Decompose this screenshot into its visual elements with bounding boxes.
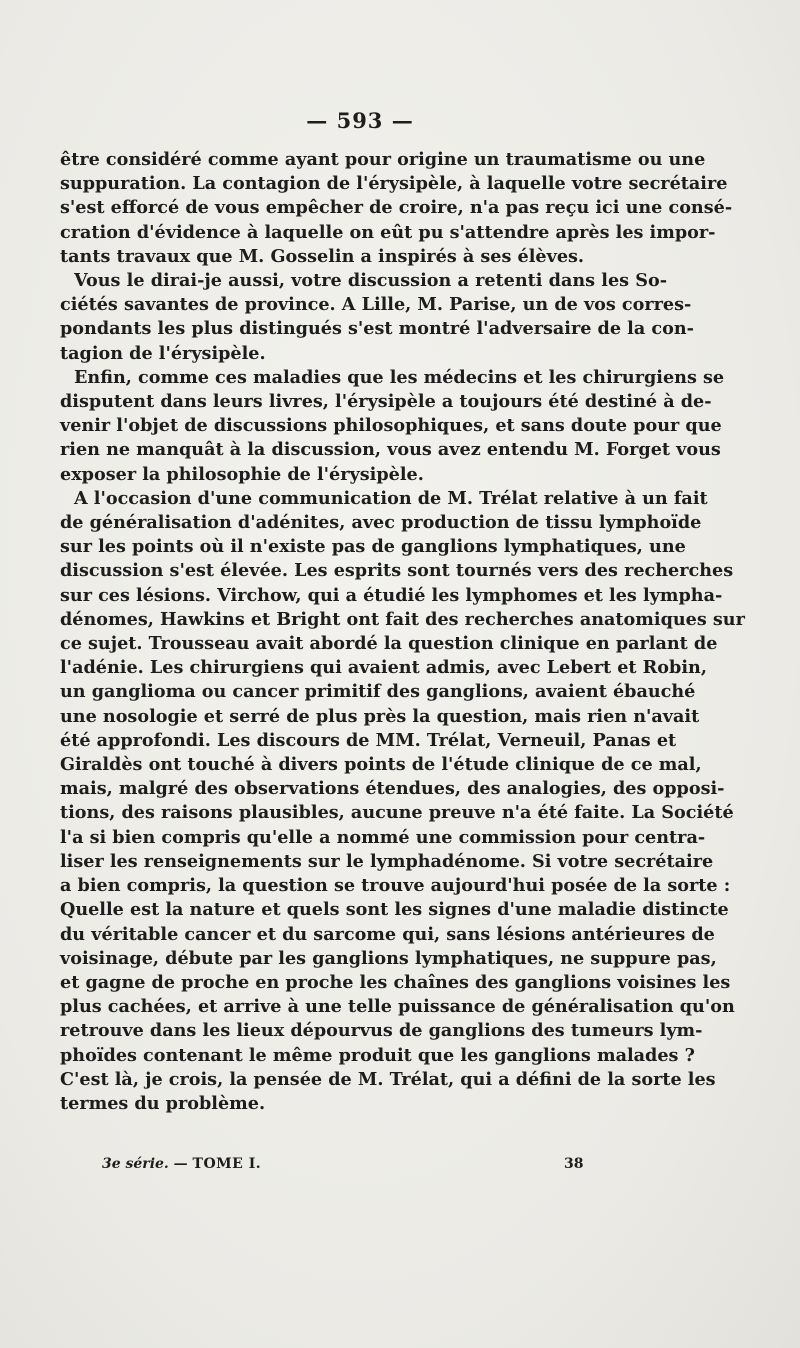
text-line: liser les renseignements sur le lymphadénome. Si votre secrétaire [60,850,714,872]
footer-series: 3e série. [102,1156,169,1172]
footer-series-volume [102,1156,261,1172]
text-line: dénomes, Hawkins et Bright ont fait des recherches anatomiques sur [60,608,745,630]
text-line: un ganglioma ou cancer primitif des ganglions, avaient ébauché [60,681,696,703]
text-line: sur les points où il n'existe pas de ganglions lymphatiques, une [60,536,686,558]
text-line: sur ces lésions. Virchow, qui a étudié les lymphomes et les lympha- [60,584,723,606]
footer-separator: — [168,1156,193,1172]
text-line: suppuration. La contagion de l'érysipèle, à laquelle votre secrétaire [60,173,728,195]
text-line: ciétés savantes de province. A Lille, M. Parise, un de vos corres- [60,294,692,316]
text-line: Quelle est la nature et quels sont les signes d'une maladie distincte [60,899,729,921]
text-line: discussion s'est élevée. Les esprits sont tournés vers des recherches [60,560,734,582]
text-line: plus cachées, et arrive à une telle puissance de généralisation qu'on [60,996,735,1018]
text-line: rien ne manquât à la discussion, vous avez entendu M. Forget vous [60,439,721,461]
text-line: exposer la philosophie de l'érysipèle. [60,463,424,485]
footer-tome: TOME I. [192,1156,262,1172]
text-line: une nosologie et serré de plus près la question, mais rien n'avait [60,705,700,727]
text-line: l'a si bien compris qu'elle a nommé une commission pour centra- [60,826,706,848]
page-number: — 593 — [306,108,414,133]
text-line: tagion de l'érysipèle. [60,342,266,364]
text-line: tions, des raisons plausibles, aucune preuve n'a été faite. La Société [60,802,734,824]
paragraph [60,148,733,269]
text-line: pondants les plus distingués s'est montré l'adversaire de la con- [60,318,694,340]
paragraph [60,269,694,366]
text-line: du véritable cancer et du sarcome qui, sans lésions antérieures de [60,923,715,945]
text-line: phoïdes contenant le même produit que les ganglions malades ? [60,1044,695,1066]
paragraph [60,487,745,1116]
text-line: tants travaux que M. Gosselin a inspirés à ses élèves. [60,245,585,267]
paragraph [60,366,725,487]
text-line: l'adénie. Les chirurgiens qui avaient admis, avec Lebert et Robin, [60,657,707,679]
text-line: être considéré comme ayant pour origine un traumatisme ou une [60,149,706,170]
text-line: venir l'objet de discussions philosophiques, et sans doute pour que [60,415,722,437]
text-line: C'est là, je crois, la pensée de M. Trélat, qui a défini de la sorte les [60,1068,716,1090]
body-text [60,148,745,1116]
text-line: retrouve dans les lieux dépourvus de ganglions des tumeurs lym- [60,1020,703,1042]
text-line: a bien compris, la question se trouve aujourd'hui posée de la sorte : [60,875,731,897]
text-line: Vous le dirai-je aussi, votre discussion a retenti dans les So- [74,270,667,292]
text-line: et gagne de proche en proche les chaînes des ganglions voisines les [60,971,731,993]
text-line: ce sujet. Trousseau avait abordé la question clinique en parlant de [60,633,718,655]
text-line: A l'occasion d'une communication de M. Trélat relative à un fait [74,487,708,509]
text-line: Giraldès ont touché à divers points de l'étude clinique de ce mal, [60,754,702,776]
text-line: termes du problème. [60,1092,266,1114]
text-line: été approfondi. Les discours de MM. Trélat, Verneuil, Panas et [60,729,677,751]
text-line: cration d'évidence à laquelle on eût pu s'attendre après les impor- [60,221,716,243]
footer-signature: 38 [564,1156,584,1172]
text-line: Enfin, comme ces maladies que les médecins et les chirurgiens se [74,366,725,388]
text-line: disputent dans leurs livres, l'érysipèle a toujours été destiné à de- [60,391,712,413]
text-line: s'est efforcé de vous empêcher de croire, n'a pas reçu ici une consé- [60,197,733,219]
text-line: voisinage, débute par les ganglions lymphatiques, ne suppure pas, [60,947,717,969]
text-line: mais, malgré des observations étendues, des analogies, des opposi- [60,778,725,800]
text-line: de généralisation d'adénites, avec production de tissu lymphoïde [60,512,702,534]
